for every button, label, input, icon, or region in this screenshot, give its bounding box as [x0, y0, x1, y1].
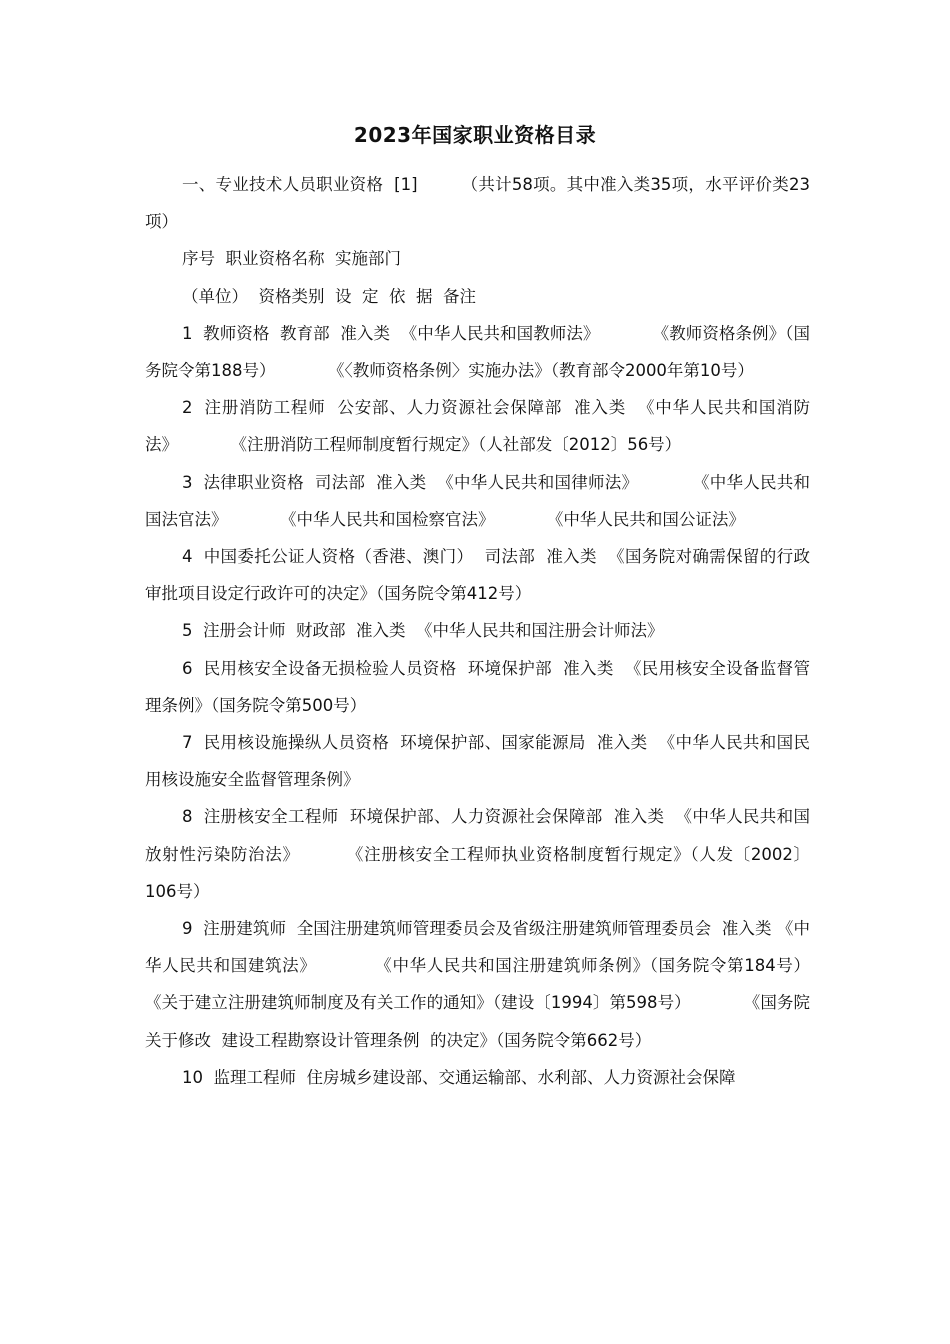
paragraph-item-3: 3 法律职业资格 司法部 准入类 《中华人民共和国律师法》 《中华人民共和国法官法》 《中华人民共和国检察官法》 《中华人民共和国公证法》 — [145, 472, 810, 529]
paragraph-item-2: 2 注册消防工程师 公安部、人力资源社会保障部 准入类 《中华人民共和国消防法》 《注册消防工程师制度暂行规定》（人社部发〔2012〕56号） — [145, 398, 810, 455]
paragraph-section-heading: 一、专业技术人员职业资格 [1] （共计58项。其中准入类35项，水平评价类23项） — [145, 175, 810, 232]
paragraph-item-10: 10 监理工程师 住房城乡建设部、交通运输部、水利部、人力资源社会保障 — [182, 1067, 736, 1087]
paragraph-item-7: 7 民用核设施操纵人员资格 环境保护部、国家能源局 准入类 《中华人民共和国民用核设施安全监督管理条例》 — [145, 733, 810, 790]
paragraph-item-8: 8 注册核安全工程师 环境保护部、人力资源社会保障部 准入类 《中华人民共和国放射性污染防治法》 《注册核安全工程师执业资格制度暂行规定》（人发〔2002〕106号） — [145, 807, 810, 901]
paragraph-column-headers-continued: （单位） 资格类别 设 定 依 据 备注 — [182, 286, 476, 306]
paragraph-item-5: 5 注册会计师 财政部 准入类 《中华人民共和国注册会计师法》 — [182, 621, 664, 641]
paragraph-item-4: 4 中国委托公证人资格（香港、澳门） 司法部 准入类 《国务院对确需保留的行政审批项目设定行政许可的决定》（国务院令第412号） — [145, 547, 810, 604]
paragraph-item-6: 6 民用核安全设备无损检验人员资格 环境保护部 准入类 《民用核安全设备监督管理条例》（国务院令第500号） — [145, 658, 810, 715]
paragraph-item-1: 1 教师资格 教育部 准入类 《中华人民共和国教师法》 《教师资格条例》（国务院令第188号） 《〈教师资格条例〉实施办法》（教育部令2000年第10号） — [145, 323, 810, 381]
document-title: 2023年国家职业资格目录 — [353, 123, 597, 147]
document-body — [145, 166, 863, 1096]
paragraph-column-headers: 序号 职业资格名称 实施部门 — [182, 249, 401, 269]
paragraph-item-9: 9 注册建筑师 全国注册建筑师管理委员会及省级注册建筑师管理委员会 准入类 《中华人民共和国建筑法》 《中华人民共和国注册建筑师条例》（国务院令第184号） 《关于建立注册建筑师制度及有关工作的通知》（建设〔1994〕第598号） 《国务院关于修改 建设工程勘察设计管理条例 的决定》（国务院令第662号） — [145, 919, 863, 1050]
